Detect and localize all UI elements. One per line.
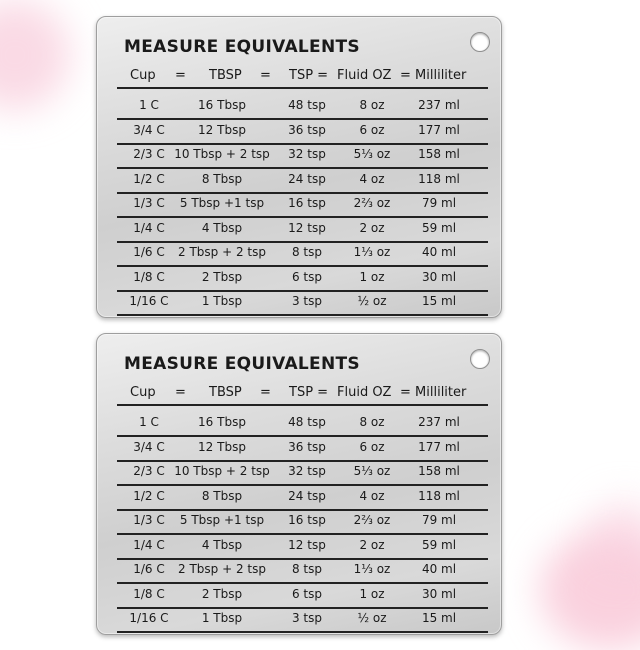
milliliter-cell: 40 ml	[421, 245, 457, 259]
tsp-cell: 48 tsp	[288, 415, 326, 429]
cup-cell: 1 C	[139, 98, 159, 112]
row-divider	[117, 607, 488, 609]
tbsp-cell: 8 Tbsp	[201, 488, 243, 503]
tsp-cell: 8 tsp	[291, 562, 323, 576]
row-divider	[117, 631, 488, 633]
tbsp-cell: 8 Tbsp	[201, 171, 243, 186]
tbsp-cell: 2 Tbsp + 2 tsp	[178, 245, 266, 259]
row-divider	[117, 216, 488, 218]
header-cup: Cup	[130, 68, 156, 83]
header-row	[97, 68, 503, 88]
row-divider	[117, 484, 488, 486]
tsp-cell: 3 tsp	[291, 294, 323, 308]
fluid-oz-cell: 1 oz	[359, 269, 385, 284]
tsp-cell: 48 tsp	[288, 98, 326, 112]
milliliter-cell: 15 ml	[421, 294, 457, 308]
milliliter-cell: 40 ml	[421, 562, 457, 576]
header-tsp: TSP =	[289, 68, 329, 83]
cup-cell: 1/4 C	[133, 220, 165, 235]
row-divider	[117, 509, 488, 511]
tbsp-cell: 12 Tbsp	[198, 122, 246, 137]
header-milliliter: = Milliliter	[400, 68, 467, 83]
tbsp-cell: 16 Tbsp	[198, 415, 246, 429]
tsp-cell: 8 tsp	[291, 245, 323, 259]
measure-card-top	[96, 16, 502, 318]
header-fluid-oz: Fluid OZ	[337, 68, 392, 83]
row-divider	[117, 241, 488, 243]
cup-cell: 1/8 C	[133, 269, 165, 284]
fluid-oz-cell: 8 oz	[359, 98, 385, 112]
tbsp-cell: 5 Tbsp +1 tsp	[179, 513, 265, 527]
tbsp-cell: 1 Tbsp	[201, 294, 243, 308]
cup-cell: 1/2 C	[133, 171, 165, 186]
tsp-cell: 24 tsp	[288, 171, 326, 186]
tbsp-cell: 12 Tbsp	[198, 439, 246, 454]
fluid-oz-cell: ½ oz	[357, 611, 387, 625]
header-equals-1: =	[175, 385, 186, 400]
tsp-cell: 3 tsp	[291, 611, 323, 625]
fluid-oz-cell: 1⅓ oz	[353, 562, 391, 576]
header-divider	[117, 404, 488, 406]
cup-cell: 1/2 C	[133, 488, 165, 503]
tbsp-cell: 5 Tbsp +1 tsp	[179, 196, 265, 210]
tsp-cell: 24 tsp	[288, 488, 326, 503]
header-equals-1: =	[175, 68, 186, 83]
cup-cell: 1/8 C	[133, 586, 165, 601]
fluid-oz-cell: 1 oz	[359, 586, 385, 601]
fluid-oz-cell: 2⅔ oz	[353, 513, 391, 527]
cup-cell: 1/3 C	[133, 513, 165, 527]
tsp-cell: 6 tsp	[291, 586, 323, 601]
tbsp-cell: 4 Tbsp	[201, 220, 243, 235]
card-title: MEASURE EQUIVALENTS	[124, 37, 360, 57]
milliliter-cell: 237 ml	[418, 98, 460, 112]
tbsp-cell: 10 Tbsp + 2 tsp	[174, 147, 270, 161]
hanging-hole	[470, 349, 490, 369]
pink-blur-decoration-top-left	[0, 0, 70, 110]
fluid-oz-cell: 5⅓ oz	[353, 147, 391, 161]
header-tbsp: TBSP	[209, 68, 242, 83]
cup-cell: 2/3 C	[133, 464, 165, 478]
row-divider	[117, 118, 488, 120]
milliliter-cell: 118 ml	[418, 171, 460, 186]
row-divider	[117, 167, 488, 169]
fluid-oz-cell: 6 oz	[359, 439, 385, 454]
cup-cell: 2/3 C	[133, 147, 165, 161]
header-equals-2: =	[260, 68, 271, 83]
milliliter-cell: 30 ml	[421, 269, 457, 284]
header-divider	[117, 87, 488, 89]
cup-cell: 1/3 C	[133, 196, 165, 210]
header-fluid-oz: Fluid OZ	[337, 385, 392, 400]
fluid-oz-cell: 2 oz	[359, 537, 385, 552]
row-divider	[117, 533, 488, 535]
fluid-oz-cell: ½ oz	[357, 294, 387, 308]
fluid-oz-cell: 4 oz	[359, 171, 385, 186]
milliliter-cell: 177 ml	[418, 439, 460, 454]
row-divider	[117, 460, 488, 462]
measure-card-bottom	[96, 333, 502, 635]
fluid-oz-cell: 4 oz	[359, 488, 385, 503]
milliliter-cell: 118 ml	[418, 488, 460, 503]
tsp-cell: 6 tsp	[291, 269, 323, 284]
milliliter-cell: 15 ml	[421, 611, 457, 625]
tsp-cell: 36 tsp	[288, 439, 326, 454]
tbsp-cell: 10 Tbsp + 2 tsp	[174, 464, 270, 478]
milliliter-cell: 59 ml	[421, 220, 457, 235]
header-equals-2: =	[260, 385, 271, 400]
milliliter-cell: 79 ml	[421, 196, 457, 210]
tbsp-cell: 4 Tbsp	[201, 537, 243, 552]
pink-blur-decoration-bottom-right-small	[590, 500, 640, 570]
row-divider	[117, 314, 488, 316]
fluid-oz-cell: 5⅓ oz	[353, 464, 391, 478]
row-divider	[117, 558, 488, 560]
cup-cell: 1/16 C	[129, 611, 169, 625]
row-divider	[117, 192, 488, 194]
milliliter-cell: 59 ml	[421, 537, 457, 552]
tbsp-cell: 2 Tbsp	[201, 269, 243, 284]
tbsp-cell: 2 Tbsp + 2 tsp	[178, 562, 266, 576]
row-divider	[117, 582, 488, 584]
header-tsp: TSP =	[289, 385, 329, 400]
milliliter-cell: 30 ml	[421, 586, 457, 601]
tsp-cell: 12 tsp	[288, 220, 326, 235]
milliliter-cell: 177 ml	[418, 122, 460, 137]
header-milliliter: = Milliliter	[400, 385, 467, 400]
cup-cell: 1/6 C	[133, 562, 165, 576]
header-row	[97, 385, 503, 405]
row-divider	[117, 265, 488, 267]
header-cup: Cup	[130, 385, 156, 400]
fluid-oz-cell: 2 oz	[359, 220, 385, 235]
milliliter-cell: 79 ml	[421, 513, 457, 527]
tsp-cell: 16 tsp	[288, 513, 326, 527]
cup-cell: 3/4 C	[133, 122, 165, 137]
row-divider	[117, 143, 488, 145]
fluid-oz-cell: 6 oz	[359, 122, 385, 137]
cup-cell: 3/4 C	[133, 439, 165, 454]
fluid-oz-cell: 8 oz	[359, 415, 385, 429]
cup-cell: 1/4 C	[133, 537, 165, 552]
cup-cell: 1/16 C	[129, 294, 169, 308]
fluid-oz-cell: 1⅓ oz	[353, 245, 391, 259]
card-title: MEASURE EQUIVALENTS	[124, 354, 360, 374]
row-divider	[117, 435, 488, 437]
hanging-hole	[470, 32, 490, 52]
pink-blur-decoration-bottom-right	[540, 530, 640, 650]
header-tbsp: TBSP	[209, 385, 242, 400]
tsp-cell: 32 tsp	[288, 464, 326, 478]
tsp-cell: 12 tsp	[288, 537, 326, 552]
fluid-oz-cell: 2⅔ oz	[353, 196, 391, 210]
milliliter-cell: 158 ml	[418, 147, 460, 161]
cup-cell: 1 C	[139, 415, 159, 429]
cup-cell: 1/6 C	[133, 245, 165, 259]
milliliter-cell: 158 ml	[418, 464, 460, 478]
tsp-cell: 32 tsp	[288, 147, 326, 161]
row-divider	[117, 290, 488, 292]
milliliter-cell: 237 ml	[418, 415, 460, 429]
tsp-cell: 16 tsp	[288, 196, 326, 210]
tbsp-cell: 16 Tbsp	[198, 98, 246, 112]
tbsp-cell: 1 Tbsp	[201, 611, 243, 625]
tsp-cell: 36 tsp	[288, 122, 326, 137]
tbsp-cell: 2 Tbsp	[201, 586, 243, 601]
